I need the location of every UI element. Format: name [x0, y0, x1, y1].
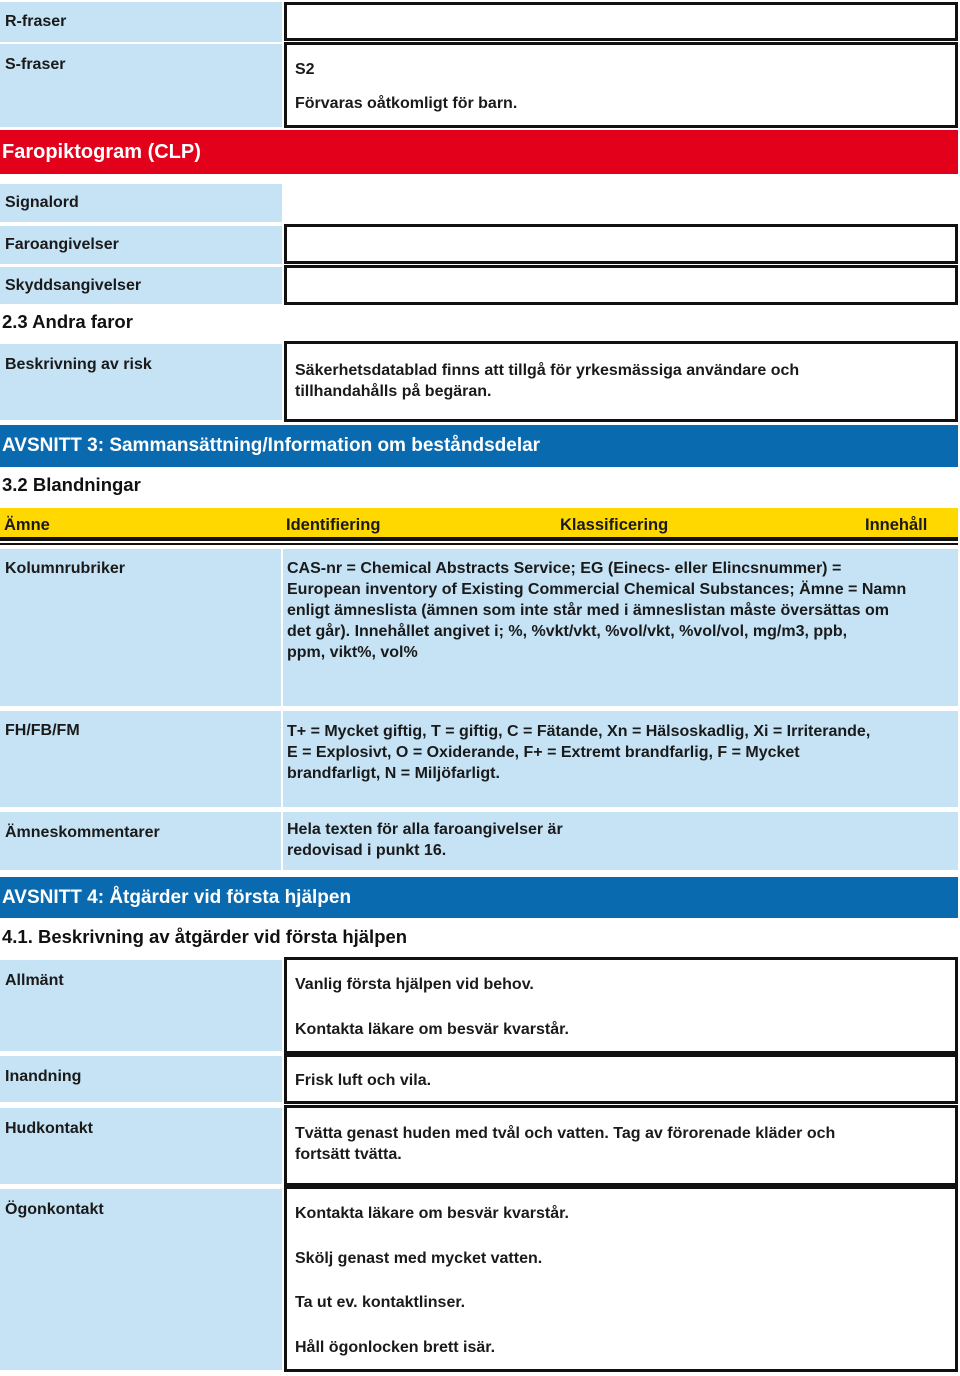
hudkontakt-line-1: Tvätta genast huden med tvål och vatten. Tag av förorenade kläder och	[295, 1125, 836, 1142]
beskrivning-av-risk-label: Beskrivning av risk	[0, 344, 282, 420]
ogonkontakt-line-4: Håll ögonlocken brett isär.	[295, 1339, 496, 1356]
header-klassificering: Klassificering	[560, 516, 669, 534]
kolumnrubriker-line-2: European inventory of Existing Commercial Chemical Substances; Ämne = Namn	[287, 581, 907, 598]
amneskommentarer-line-1: Hela texten för alla faroangivelser är	[287, 821, 563, 838]
fh-fb-fm-text	[283, 711, 958, 807]
allmant-value-box	[284, 957, 958, 1054]
fh-fb-fm-label: FH/FB/FM	[0, 711, 281, 807]
fh-line-2: E = Explosivt, O = Oxiderande, F+ = Extremt brandfarlig, F = Mycket	[287, 744, 800, 761]
s-fraser-label: S-fraser	[0, 44, 282, 127]
faroangivelser-label: Faroangivelser	[0, 226, 282, 264]
faroangivelser-value-box	[284, 224, 958, 264]
allmant-line-2: Kontakta läkare om besvär kvarstår.	[295, 1021, 569, 1038]
section-4-band: AVSNITT 4: Åtgärder vid första hjälpen	[0, 877, 958, 918]
hudkontakt-line-2: fortsätt tvätta.	[295, 1146, 402, 1163]
fh-line-3: brandfarligt, N = Miljöfarligt.	[287, 765, 500, 782]
header-amne: Ämne	[4, 516, 50, 534]
kolumnrubriker-label: Kolumnrubriker	[0, 549, 281, 706]
amneskommentarer-label: Ämneskommentarer	[0, 812, 281, 870]
amneskommentarer-line-2: redovisad i punkt 16.	[287, 842, 447, 859]
hudkontakt-value-box	[284, 1105, 958, 1186]
ogonkontakt-value-box	[284, 1186, 958, 1372]
inandning-label: Inandning	[0, 1056, 282, 1102]
amneskommentarer-text	[283, 812, 958, 870]
fh-line-1: T+ = Mycket giftig, T = giftig, C = Fätande, Xn = Hälsoskadlig, Xi = Irriterande,	[287, 723, 871, 740]
skyddsangivelser-label: Skyddsangivelser	[0, 267, 282, 304]
andra-faror-title: 2.3 Andra faror	[2, 311, 133, 332]
kolumnrubriker-line-4: det går). Innehållet angivet i; %, %vkt/vkt, %vol/vkt, %vol/vol, mg/m3, ppb,	[287, 623, 848, 640]
r-fraser-value-box	[284, 2, 958, 41]
kolumnrubriker-line-5: ppm, vikt%, vol%	[287, 644, 418, 661]
kolumnrubriker-text	[283, 549, 958, 706]
s-fraser-text: Förvaras oåtkomligt för barn.	[295, 95, 518, 112]
r-fraser-label: R-fraser	[0, 2, 282, 42]
risk-line-2: tillhandahålls på begäran.	[295, 383, 492, 400]
s-fraser-code: S2	[295, 61, 315, 78]
hudkontakt-label: Hudkontakt	[0, 1108, 282, 1184]
forsta-hjalpen-title: 4.1. Beskrivning av åtgärder vid första hjälpen	[2, 926, 408, 947]
beskrivning-av-risk-value-box	[284, 341, 958, 422]
s-fraser-value-box	[284, 42, 958, 128]
allmant-line-1: Vanlig första hjälpen vid behov.	[295, 976, 534, 993]
inandning-line-1: Frisk luft och vila.	[295, 1072, 432, 1089]
header-identifiering: Identifiering	[286, 516, 381, 534]
ogonkontakt-line-3: Ta ut ev. kontaktlinser.	[295, 1294, 466, 1311]
inandning-value-box	[284, 1054, 958, 1104]
section-3-band: AVSNITT 3: Sammansättning/Information om beståndsdelar	[0, 425, 958, 467]
header-underline	[0, 543, 958, 545]
blandningar-table-header	[0, 508, 958, 541]
skyddsangivelser-value-box	[284, 265, 958, 305]
risk-line-1: Säkerhetsdatablad finns att tillgå för yrkesmässiga användare och	[295, 362, 800, 379]
header-innehall: Innehåll	[865, 516, 928, 534]
ogonkontakt-line-1: Kontakta läkare om besvär kvarstår.	[295, 1205, 569, 1222]
ogonkontakt-line-2: Skölj genast med mycket vatten.	[295, 1250, 543, 1267]
ogonkontakt-label: Ögonkontakt	[0, 1189, 282, 1370]
signalord-label: Signalord	[0, 184, 282, 222]
kolumnrubriker-line-1: CAS-nr = Chemical Abstracts Service; EG (Einecs- eller Elincsnummer) =	[287, 560, 842, 577]
blandningar-title: 3.2 Blandningar	[2, 474, 141, 495]
kolumnrubriker-line-3: enligt ämneslista (ämnen som inte står med i ämneslistan måste översättas om	[287, 602, 889, 619]
allmant-label: Allmänt	[0, 960, 282, 1051]
faropiktogram-band: Faropiktogram (CLP)	[0, 130, 958, 174]
